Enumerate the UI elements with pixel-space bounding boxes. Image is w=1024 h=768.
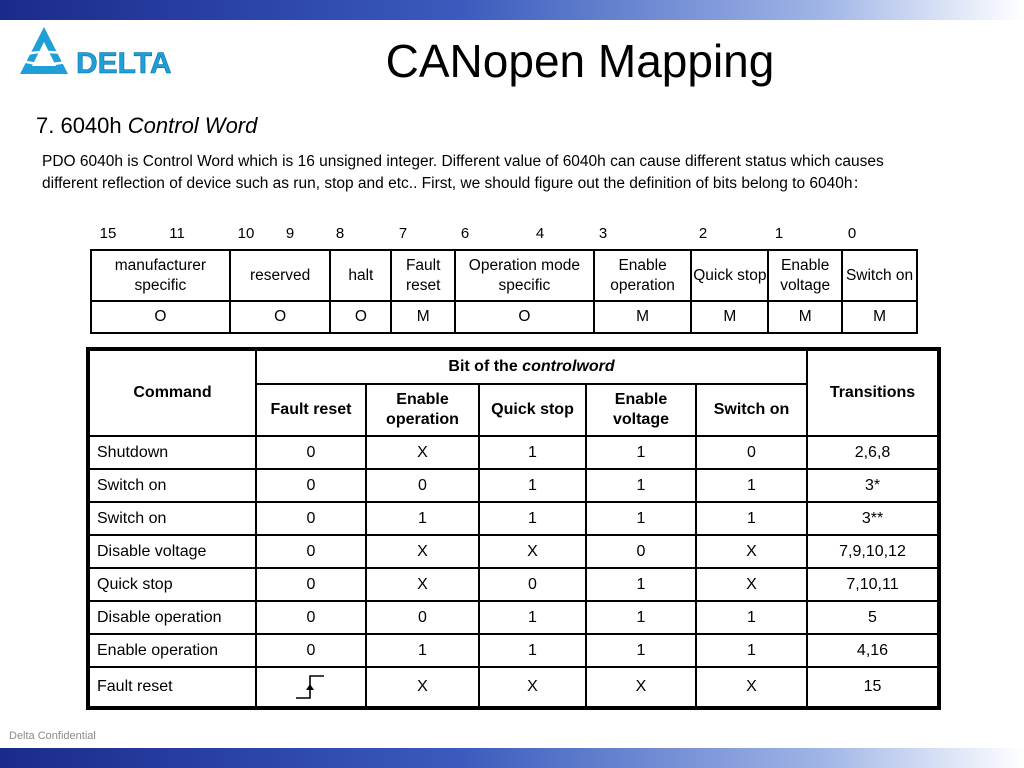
cell-enable-voltage: 1 [586, 469, 696, 502]
cell-enable-operation: 0 [366, 469, 479, 502]
bit-field: Enable voltage [768, 250, 842, 301]
table-row [88, 667, 939, 708]
bottom-gradient-band [0, 748, 1024, 768]
command-name: Switch on [88, 502, 256, 535]
table-row [88, 502, 939, 535]
bit-field: Fault reset [391, 250, 455, 301]
bit-flag: O [91, 301, 230, 333]
bit-number: 15 [99, 225, 117, 242]
cell-enable-operation: X [366, 667, 479, 708]
cell-enable-voltage: 1 [586, 634, 696, 667]
cell-quick-stop: X [479, 667, 586, 708]
table-row [88, 469, 939, 502]
cell-quick-stop: 1 [479, 601, 586, 634]
bit-header: Fault reset [256, 384, 366, 436]
cell-transitions: 3** [807, 502, 939, 535]
bit-field: halt [330, 250, 391, 301]
command-name: Shutdown [88, 436, 256, 469]
page-title: CANopen Mapping [385, 35, 775, 87]
bit-header: Enable operation [366, 384, 479, 436]
bit-number: 4 [535, 225, 545, 242]
rising-edge-icon [294, 672, 328, 702]
command-name: Disable voltage [88, 535, 256, 568]
table-row [88, 535, 939, 568]
bit-flag: M [842, 301, 917, 333]
bit-definition-table [90, 249, 918, 334]
cell-transitions: 15 [807, 667, 939, 708]
cell-transitions: 2,6,8 [807, 436, 939, 469]
cell-switch-on: 1 [696, 502, 807, 535]
cell-switch-on: 1 [696, 634, 807, 667]
section-name: Control Word [127, 113, 258, 138]
cell-switch-on: 1 [696, 469, 807, 502]
bit-field: Switch on [842, 250, 917, 301]
command-name: Switch on [88, 469, 256, 502]
bit-number: 6 [460, 225, 470, 242]
bit-number-row [90, 222, 920, 246]
footer-confidential: Delta Confidential [9, 730, 96, 742]
cell-enable-voltage: 1 [586, 568, 696, 601]
bit-number: 7 [398, 225, 408, 242]
cell-fault-reset: 0 [256, 436, 366, 469]
cell-quick-stop: 1 [479, 634, 586, 667]
cell-transitions: 7,9,10,12 [807, 535, 939, 568]
cell-enable-operation: X [366, 568, 479, 601]
bit-flag: O [455, 301, 594, 333]
cell-enable-operation: X [366, 436, 479, 469]
cell-quick-stop: 1 [479, 436, 586, 469]
bits-group-header [256, 349, 807, 384]
cell-enable-voltage: 1 [586, 601, 696, 634]
cell-enable-voltage: X [586, 667, 696, 708]
table-row [88, 568, 939, 601]
bit-flag: M [768, 301, 842, 333]
top-gradient-band [0, 0, 1024, 20]
bit-number: 8 [335, 225, 345, 242]
cell-quick-stop: 1 [479, 469, 586, 502]
cell-fault-reset: 0 [256, 634, 366, 667]
cell-transitions: 4,16 [807, 634, 939, 667]
cell-quick-stop: 0 [479, 568, 586, 601]
cell-transitions: 7,10,11 [807, 568, 939, 601]
cell-enable-voltage: 1 [586, 436, 696, 469]
cell-enable-voltage: 0 [586, 535, 696, 568]
cell-switch-on: X [696, 535, 807, 568]
cell-quick-stop: 1 [479, 502, 586, 535]
bit-number: 0 [847, 225, 857, 242]
command-name: Quick stop [88, 568, 256, 601]
bit-flag: M [691, 301, 768, 333]
bit-field: manufacturer specific [91, 250, 230, 301]
bits-header-prefix: Bit of the [448, 358, 518, 375]
command-table [86, 347, 941, 710]
command-name: Fault reset [88, 667, 256, 708]
cell-enable-operation: 1 [366, 502, 479, 535]
bit-number: 10 [237, 225, 255, 242]
table-row [88, 436, 939, 469]
cell-fault-reset: 0 [256, 469, 366, 502]
table-row [88, 601, 939, 634]
bit-number: 2 [698, 225, 708, 242]
bit-flag: M [391, 301, 455, 333]
bit-field: Enable operation [594, 250, 692, 301]
cell-switch-on: X [696, 568, 807, 601]
cell-switch-on: X [696, 667, 807, 708]
bit-field: Quick stop [691, 250, 768, 301]
cell-quick-stop: X [479, 535, 586, 568]
bit-flag: O [330, 301, 391, 333]
bit-flag: O [230, 301, 331, 333]
cell-fault-reset [256, 667, 366, 708]
bits-header-italic: controlword [522, 358, 615, 375]
description-paragraph: PDO 6040h is Control Word which is 16 unsigned integer. Different value of 6040h can cause different status which causes different reflection of device such as run, stop and etc.. First, we should figure out the definition of bits belong to 6040h： [42, 153, 884, 192]
cell-enable-operation: 0 [366, 601, 479, 634]
bit-field: Operation mode specific [455, 250, 594, 301]
cell-enable-operation: X [366, 535, 479, 568]
cell-fault-reset: 0 [256, 568, 366, 601]
bit-header: Enable voltage [586, 384, 696, 436]
section-number: 7. 6040h [36, 113, 122, 138]
bit-header: Quick stop [479, 384, 586, 436]
bit-number: 3 [598, 225, 608, 242]
cell-switch-on: 0 [696, 436, 807, 469]
bit-number: 1 [774, 225, 784, 242]
cell-enable-operation: 1 [366, 634, 479, 667]
cell-fault-reset: 0 [256, 535, 366, 568]
cell-switch-on: 1 [696, 601, 807, 634]
bit-field: reserved [230, 250, 331, 301]
transitions-header: Transitions [807, 349, 939, 436]
cell-fault-reset: 0 [256, 502, 366, 535]
bit-number: 11 [169, 225, 185, 242]
cell-transitions: 3* [807, 469, 939, 502]
cell-enable-voltage: 1 [586, 502, 696, 535]
bit-number: 9 [285, 225, 295, 242]
bit-flag: M [594, 301, 692, 333]
command-name: Disable operation [88, 601, 256, 634]
cell-transitions: 5 [807, 601, 939, 634]
command-header: Command [88, 349, 256, 436]
cell-fault-reset: 0 [256, 601, 366, 634]
section-heading [36, 113, 257, 139]
bit-header: Switch on [696, 384, 807, 436]
table-row [88, 634, 939, 667]
command-name: Enable operation [88, 634, 256, 667]
delta-logo [16, 24, 186, 84]
svg-text:DELTA: DELTA [76, 47, 172, 80]
